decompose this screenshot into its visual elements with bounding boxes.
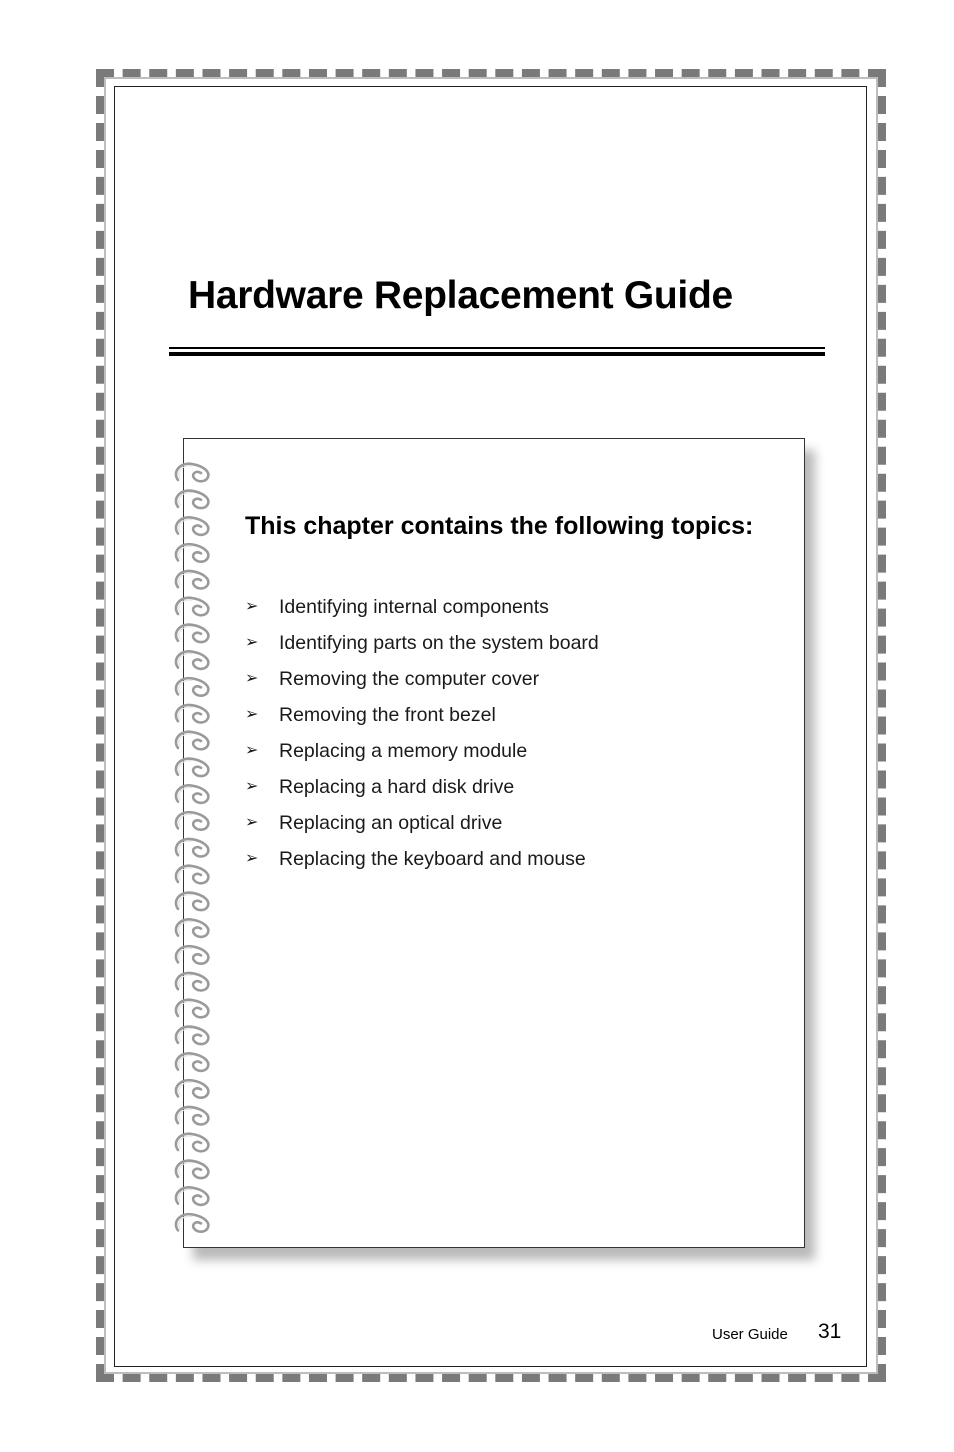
spiral-ring (176, 491, 208, 509)
topic-item (245, 697, 599, 733)
spiral-ring (176, 973, 208, 991)
topic-item (245, 769, 599, 805)
spiral-ring (176, 517, 208, 535)
topic-label: Replacing the keyboard and mouse (279, 848, 586, 870)
spiral-ring (176, 839, 208, 857)
spiral-ring (176, 866, 208, 884)
spiral-ring (176, 1080, 208, 1098)
arrowhead-bullet-icon: ➢ (245, 598, 259, 615)
topic-item (245, 841, 599, 877)
spiral-binding-icon (170, 458, 216, 1238)
topic-label: Identifying internal components (279, 596, 549, 618)
spiral-ring (176, 1214, 208, 1232)
topic-item (245, 661, 599, 697)
spiral-ring (176, 785, 208, 803)
topic-label: Removing the front bezel (279, 704, 496, 726)
spiral-ring (176, 705, 208, 723)
spiral-ring (176, 732, 208, 750)
spiral-ring (176, 1161, 208, 1179)
chapter-topics-heading: This chapter contains the following topics: (245, 512, 754, 540)
page-title: Hardware Replacement Guide (188, 274, 733, 317)
spiral-ring (176, 598, 208, 616)
spiral-ring (176, 946, 208, 964)
spiral-ring (176, 651, 208, 669)
spiral-ring (176, 1187, 208, 1205)
topic-item (245, 733, 599, 769)
topic-label: Identifying parts on the system board (279, 632, 599, 654)
topic-label: Replacing a memory module (279, 740, 528, 762)
arrowhead-bullet-icon: ➢ (245, 778, 259, 795)
topic-label: Removing the computer cover (279, 668, 540, 690)
spiral-ring (176, 464, 208, 482)
spiral-ring (176, 1134, 208, 1152)
arrowhead-bullet-icon: ➢ (245, 670, 259, 687)
spiral-ring (176, 1000, 208, 1018)
arrowhead-bullet-icon: ➢ (245, 814, 259, 831)
spiral-ring (176, 1053, 208, 1071)
arrowhead-bullet-icon: ➢ (245, 706, 259, 723)
spiral-ring (176, 759, 208, 777)
topic-label: Replacing an optical drive (279, 812, 503, 834)
arrowhead-bullet-icon: ➢ (245, 742, 259, 759)
spiral-ring (176, 571, 208, 589)
topic-item (245, 625, 599, 661)
arrowhead-bullet-icon: ➢ (245, 850, 259, 867)
page-number: 31 (818, 1320, 842, 1343)
topic-item (245, 589, 599, 625)
spiral-ring (176, 893, 208, 911)
spiral-ring (176, 812, 208, 830)
spiral-ring (176, 1027, 208, 1045)
spiral-ring (176, 1107, 208, 1125)
topic-label: Replacing a hard disk drive (279, 776, 515, 798)
spiral-ring (176, 625, 208, 643)
topic-list (245, 589, 599, 877)
title-rule (169, 347, 825, 356)
arrowhead-bullet-icon: ➢ (245, 634, 259, 651)
spiral-ring (176, 544, 208, 562)
spiral-ring (176, 678, 208, 696)
topic-item (245, 805, 599, 841)
spiral-ring (176, 919, 208, 937)
footer-guide-label: User Guide (712, 1326, 788, 1343)
